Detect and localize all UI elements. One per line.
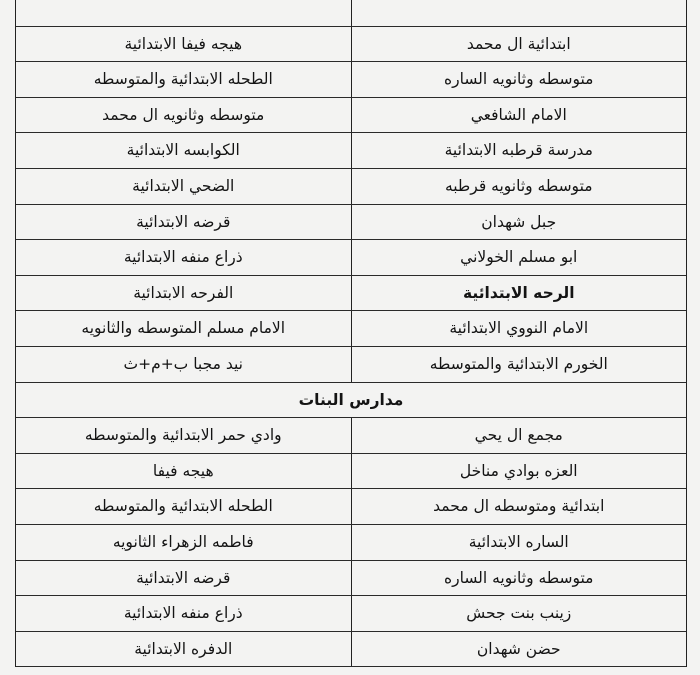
table-cell: مجمع ال يحي	[351, 418, 687, 453]
table-cell: الخورم الابتدائية والمتوسطه	[351, 347, 687, 382]
table-cell: الضحي الابتدائية	[132, 176, 235, 195]
table-cell: هيجه فيفا	[152, 461, 214, 480]
table-cell: الفرحه الابتدائية	[133, 283, 234, 302]
table-cell: فاطمه الزهراء الثانويه	[112, 532, 254, 551]
table-cell: الامام الشافعي	[351, 98, 687, 133]
table-cell: متوسطه وثانويه الساره	[351, 561, 687, 596]
table-cell: ذراع منفه الابتدائية	[123, 604, 243, 623]
table-cell: الطحله الابتدائية والمتوسطه	[93, 70, 273, 89]
table-cell: الرحه الابتدائية	[351, 276, 687, 311]
table-row	[16, 489, 686, 525]
table-cell: قرضه الابتدائية	[136, 568, 231, 587]
table-row	[16, 596, 686, 632]
table-cell: ذراع منفه الابتدائية	[123, 248, 243, 267]
table-cell: الساره الابتدائية	[351, 525, 687, 560]
table-row	[16, 240, 686, 276]
table-row	[16, 347, 686, 383]
table-row	[16, 525, 686, 561]
table-cell: متوسطه وثانويه قرطبه	[351, 169, 687, 204]
schools-table	[15, 0, 687, 667]
table-cell: الكوابسه الابتدائية	[126, 141, 240, 160]
table-row	[16, 27, 686, 63]
table-cell: ابتدائية ال محمد	[351, 27, 687, 62]
table-row	[16, 454, 686, 490]
table-row	[16, 276, 686, 312]
table-row	[16, 311, 686, 347]
table-row	[16, 561, 686, 597]
table-cell: الامام مسلم المتوسطه والثانويه	[81, 319, 286, 338]
table-cell: ابو مسلم الخولاني	[351, 240, 687, 275]
table-cell: وادي حمر الابتدائية والمتوسطه	[84, 426, 282, 445]
table-row	[16, 0, 686, 27]
table-cell	[16, 0, 351, 26]
table-row	[16, 169, 686, 205]
table-cell: نيد مجبا ب+م+ث	[123, 354, 243, 373]
section-title-girls-schools: مدارس البنات	[16, 383, 686, 419]
table-row	[16, 62, 686, 98]
table-cell: حضن شهدان	[351, 632, 687, 667]
table-cell: جبل شهدان	[351, 205, 687, 240]
table-cell	[351, 0, 687, 26]
table-cell: هيجه فيفا الابتدائية	[124, 34, 243, 53]
table-cell: مدرسة قرطبه الابتدائية	[351, 133, 687, 168]
table-cell: متوسطه وثانويه الساره	[351, 62, 687, 97]
table-cell: العزه بوادي مناخل	[351, 454, 687, 489]
table-cell: الطحله الابتدائية والمتوسطه	[93, 497, 273, 516]
table-cell: ابتدائية ومتوسطه ال محمد	[351, 489, 687, 524]
table-row	[16, 418, 686, 454]
table-cell: الدفره الابتدائية	[134, 639, 233, 658]
table-cell: الامام النووي الابتدائية	[351, 311, 687, 346]
table-cell: متوسطه وثانويه ال محمد	[102, 105, 265, 124]
table-row	[16, 205, 686, 241]
table-row	[16, 98, 686, 134]
table-row	[16, 133, 686, 169]
table-cell: قرضه الابتدائية	[136, 212, 231, 231]
table-row	[16, 632, 686, 668]
table-cell: زينب بنت جحش	[351, 596, 687, 631]
